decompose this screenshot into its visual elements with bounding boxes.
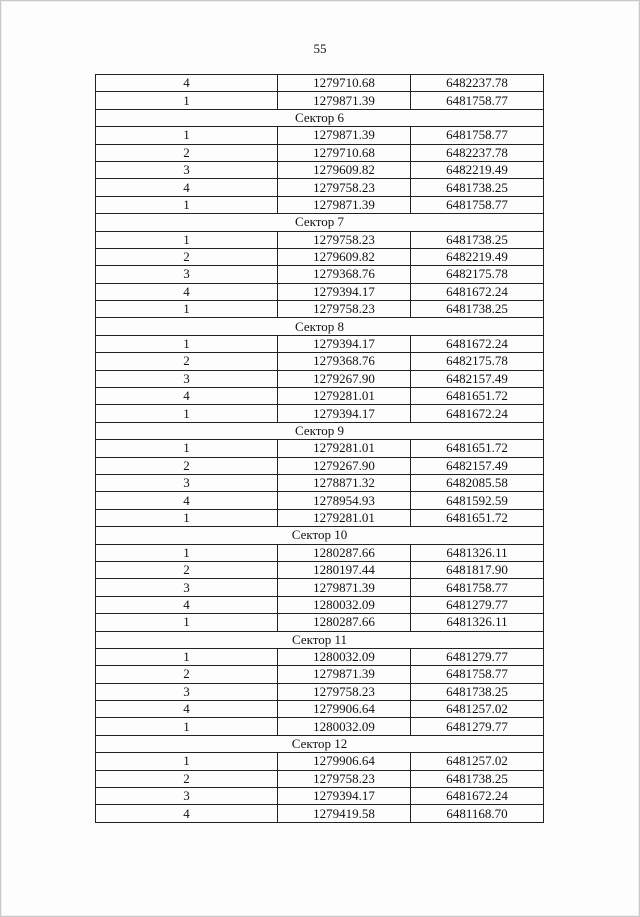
point-number-cell: 2 xyxy=(96,248,278,265)
y-coordinate-cell: 6482157.49 xyxy=(411,370,544,387)
point-number-cell: 3 xyxy=(96,161,278,178)
table-row xyxy=(96,92,544,109)
sector-header-row xyxy=(96,527,544,544)
x-coordinate-cell: 1279758.23 xyxy=(278,231,411,248)
table-row xyxy=(96,683,544,700)
y-coordinate-cell: 6481168.70 xyxy=(411,805,544,822)
table-row xyxy=(96,196,544,213)
point-number-cell: 1 xyxy=(96,127,278,144)
table-row xyxy=(96,614,544,631)
table-row xyxy=(96,179,544,196)
point-number-cell: 4 xyxy=(96,388,278,405)
sector-header-row xyxy=(96,422,544,439)
x-coordinate-cell: 1279609.82 xyxy=(278,161,411,178)
x-coordinate-cell: 1279906.64 xyxy=(278,701,411,718)
x-coordinate-cell: 1280032.09 xyxy=(278,596,411,613)
point-number-cell: 1 xyxy=(96,335,278,352)
y-coordinate-cell: 6481651.72 xyxy=(411,509,544,526)
point-number-cell: 1 xyxy=(96,614,278,631)
point-number-cell: 4 xyxy=(96,75,278,92)
y-coordinate-cell: 6481758.77 xyxy=(411,666,544,683)
y-coordinate-cell: 6481672.24 xyxy=(411,405,544,422)
table-row xyxy=(96,596,544,613)
x-coordinate-cell: 1279871.39 xyxy=(278,196,411,213)
page-number: 55 xyxy=(313,41,327,56)
point-number-cell: 1 xyxy=(96,301,278,318)
point-number-cell: 4 xyxy=(96,283,278,300)
y-coordinate-cell: 6481738.25 xyxy=(411,770,544,787)
table-row xyxy=(96,492,544,509)
x-coordinate-cell: 1279758.23 xyxy=(278,683,411,700)
x-coordinate-cell: 1280032.09 xyxy=(278,648,411,665)
y-coordinate-cell: 6481651.72 xyxy=(411,388,544,405)
table-row xyxy=(96,405,544,422)
sector-label: Сектор 9 xyxy=(96,422,544,439)
point-number-cell: 1 xyxy=(96,92,278,109)
point-number-cell: 1 xyxy=(96,231,278,248)
table-row xyxy=(96,474,544,491)
y-coordinate-cell: 6481738.25 xyxy=(411,301,544,318)
sector-header-row xyxy=(96,214,544,231)
x-coordinate-cell: 1280197.44 xyxy=(278,561,411,578)
y-coordinate-cell: 6481758.77 xyxy=(411,196,544,213)
sector-label: Сектор 6 xyxy=(96,109,544,126)
y-coordinate-cell: 6481257.02 xyxy=(411,753,544,770)
y-coordinate-cell: 6481279.77 xyxy=(411,648,544,665)
point-number-cell: 2 xyxy=(96,144,278,161)
y-coordinate-cell: 6481758.77 xyxy=(411,92,544,109)
y-coordinate-cell: 6481738.25 xyxy=(411,231,544,248)
point-number-cell: 3 xyxy=(96,370,278,387)
table-row xyxy=(96,440,544,457)
point-number-cell: 2 xyxy=(96,666,278,683)
point-number-cell: 2 xyxy=(96,457,278,474)
table-row xyxy=(96,561,544,578)
y-coordinate-cell: 6482175.78 xyxy=(411,353,544,370)
point-number-cell: 2 xyxy=(96,353,278,370)
y-coordinate-cell: 6481758.77 xyxy=(411,579,544,596)
table-row xyxy=(96,283,544,300)
x-coordinate-cell: 1279281.01 xyxy=(278,509,411,526)
table-row xyxy=(96,457,544,474)
x-coordinate-cell: 1280287.66 xyxy=(278,544,411,561)
table-row xyxy=(96,301,544,318)
point-number-cell: 4 xyxy=(96,805,278,822)
x-coordinate-cell: 1279281.01 xyxy=(278,388,411,405)
table-row xyxy=(96,788,544,805)
x-coordinate-cell: 1279267.90 xyxy=(278,457,411,474)
sector-header-row xyxy=(96,631,544,648)
x-coordinate-cell: 1280032.09 xyxy=(278,718,411,735)
point-number-cell: 1 xyxy=(96,648,278,665)
y-coordinate-cell: 6481738.25 xyxy=(411,683,544,700)
x-coordinate-cell: 1279419.58 xyxy=(278,805,411,822)
x-coordinate-cell: 1279394.17 xyxy=(278,405,411,422)
x-coordinate-cell: 1279609.82 xyxy=(278,248,411,265)
point-number-cell: 4 xyxy=(96,596,278,613)
table-row xyxy=(96,648,544,665)
y-coordinate-cell: 6482219.49 xyxy=(411,248,544,265)
table-row xyxy=(96,579,544,596)
x-coordinate-cell: 1279368.76 xyxy=(278,266,411,283)
point-number-cell: 3 xyxy=(96,579,278,596)
y-coordinate-cell: 6481817.90 xyxy=(411,561,544,578)
sector-header-row xyxy=(96,735,544,752)
sector-header-row xyxy=(96,318,544,335)
sector-header-row xyxy=(96,109,544,126)
point-number-cell: 1 xyxy=(96,718,278,735)
x-coordinate-cell: 1279710.68 xyxy=(278,75,411,92)
sector-label: Сектор 8 xyxy=(96,318,544,335)
sector-label: Сектор 11 xyxy=(96,631,544,648)
coordinates-table xyxy=(95,74,544,823)
table-row xyxy=(96,701,544,718)
y-coordinate-cell: 6482237.78 xyxy=(411,144,544,161)
table-row xyxy=(96,266,544,283)
table-row xyxy=(96,388,544,405)
point-number-cell: 4 xyxy=(96,701,278,718)
y-coordinate-cell: 6481672.24 xyxy=(411,788,544,805)
point-number-cell: 3 xyxy=(96,788,278,805)
table-row xyxy=(96,353,544,370)
y-coordinate-cell: 6481279.77 xyxy=(411,718,544,735)
x-coordinate-cell: 1279758.23 xyxy=(278,179,411,196)
point-number-cell: 1 xyxy=(96,196,278,213)
point-number-cell: 4 xyxy=(96,179,278,196)
coordinates-table-body xyxy=(96,75,544,823)
y-coordinate-cell: 6481672.24 xyxy=(411,283,544,300)
y-coordinate-cell: 6481758.77 xyxy=(411,127,544,144)
table-row xyxy=(96,544,544,561)
point-number-cell: 4 xyxy=(96,492,278,509)
x-coordinate-cell: 1279394.17 xyxy=(278,788,411,805)
x-coordinate-cell: 1279394.17 xyxy=(278,283,411,300)
x-coordinate-cell: 1279871.39 xyxy=(278,579,411,596)
y-coordinate-cell: 6482157.49 xyxy=(411,457,544,474)
table-row xyxy=(96,231,544,248)
x-coordinate-cell: 1280287.66 xyxy=(278,614,411,631)
point-number-cell: 2 xyxy=(96,561,278,578)
point-number-cell: 3 xyxy=(96,474,278,491)
table-row xyxy=(96,248,544,265)
table-row xyxy=(96,335,544,352)
y-coordinate-cell: 6481279.77 xyxy=(411,596,544,613)
table-row xyxy=(96,370,544,387)
sector-label: Сектор 7 xyxy=(96,214,544,231)
point-number-cell: 1 xyxy=(96,405,278,422)
point-number-cell: 1 xyxy=(96,753,278,770)
x-coordinate-cell: 1279758.23 xyxy=(278,770,411,787)
x-coordinate-cell: 1279871.39 xyxy=(278,92,411,109)
point-number-cell: 1 xyxy=(96,440,278,457)
sector-label: Сектор 10 xyxy=(96,527,544,544)
x-coordinate-cell: 1279871.39 xyxy=(278,127,411,144)
table-row xyxy=(96,718,544,735)
x-coordinate-cell: 1279368.76 xyxy=(278,353,411,370)
x-coordinate-cell: 1278954.93 xyxy=(278,492,411,509)
point-number-cell: 1 xyxy=(96,544,278,561)
table-row xyxy=(96,75,544,92)
point-number-cell: 3 xyxy=(96,266,278,283)
y-coordinate-cell: 6482219.49 xyxy=(411,161,544,178)
y-coordinate-cell: 6481326.11 xyxy=(411,544,544,561)
table-row xyxy=(96,144,544,161)
table-row xyxy=(96,805,544,822)
table-row xyxy=(96,770,544,787)
x-coordinate-cell: 1279710.68 xyxy=(278,144,411,161)
x-coordinate-cell: 1279758.23 xyxy=(278,301,411,318)
x-coordinate-cell: 1279394.17 xyxy=(278,335,411,352)
table-row xyxy=(96,753,544,770)
x-coordinate-cell: 1279281.01 xyxy=(278,440,411,457)
table-row xyxy=(96,127,544,144)
y-coordinate-cell: 6482175.78 xyxy=(411,266,544,283)
x-coordinate-cell: 1279906.64 xyxy=(278,753,411,770)
y-coordinate-cell: 6481672.24 xyxy=(411,335,544,352)
point-number-cell: 2 xyxy=(96,770,278,787)
sector-label: Сектор 12 xyxy=(96,735,544,752)
x-coordinate-cell: 1279871.39 xyxy=(278,666,411,683)
point-number-cell: 1 xyxy=(96,509,278,526)
y-coordinate-cell: 6481257.02 xyxy=(411,701,544,718)
y-coordinate-cell: 6481651.72 xyxy=(411,440,544,457)
table-row xyxy=(96,666,544,683)
x-coordinate-cell: 1279267.90 xyxy=(278,370,411,387)
table-row xyxy=(96,161,544,178)
y-coordinate-cell: 6482237.78 xyxy=(411,75,544,92)
x-coordinate-cell: 1278871.32 xyxy=(278,474,411,491)
y-coordinate-cell: 6481738.25 xyxy=(411,179,544,196)
table-row xyxy=(96,509,544,526)
y-coordinate-cell: 6482085.58 xyxy=(411,474,544,491)
point-number-cell: 3 xyxy=(96,683,278,700)
y-coordinate-cell: 6481592.59 xyxy=(411,492,544,509)
y-coordinate-cell: 6481326.11 xyxy=(411,614,544,631)
